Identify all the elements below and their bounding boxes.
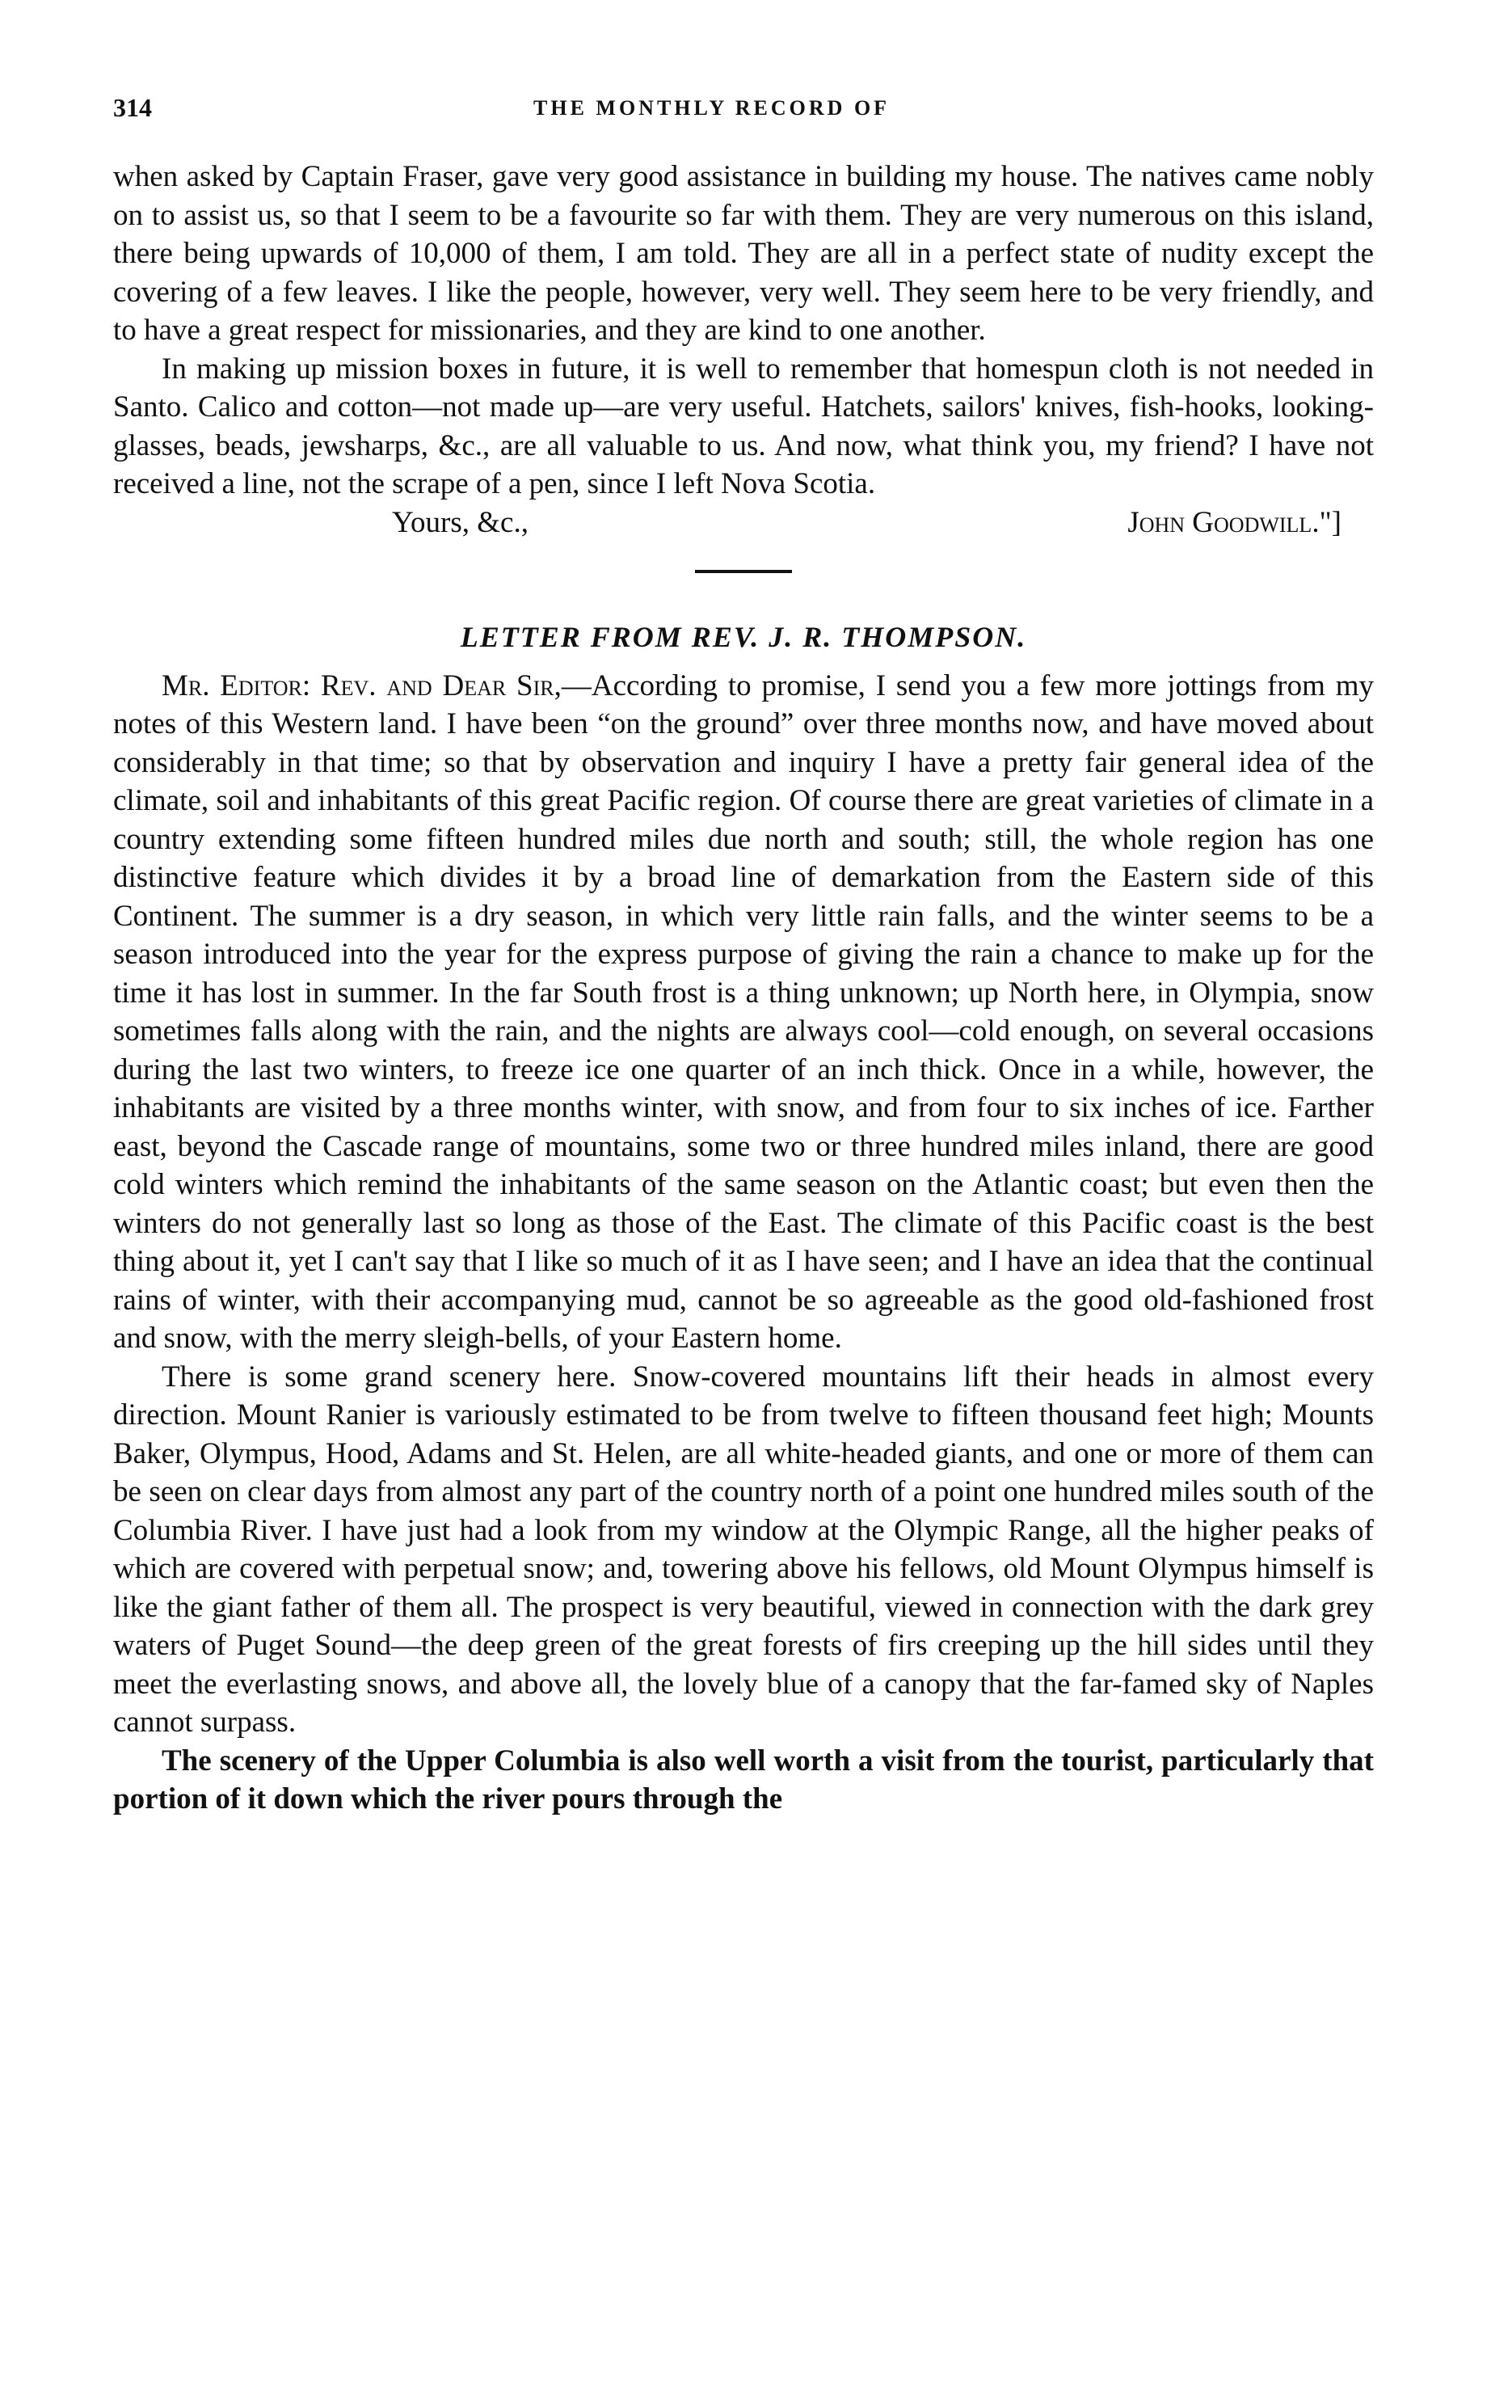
paragraph: There is some grand scenery here. Snow-covered mountains lift their heads in almost every direction. Mount Ranier is variously estimated to be from twelve to fifteen thousand feet high; Mounts Baker, Olympus, Hood, Adams and St. Helen, are all white-headed giants, and one or more of them can be seen on clear days from almost any part of the country north of a point one hundred miles south of the Columbia River. I have just had a look from my window at the Olympic Range, all the higher peaks of which are covered with perpetual snow; and, towering above his fellows, old Mount Olympus himself is like the giant father of them all. The prospect is very beautiful, viewed in connection with the dark grey waters of Puget Sound—the deep green of the great forests of firs creeping up the hill sides until they meet the everlasting snows, and above all, the lovely blue of a canopy that the far-famed sky of Naples cannot surpass. [113,1360,1374,1739]
letter-heading: LETTER FROM REV. J. R. THOMPSON. [460,620,1027,653]
paragraph: when asked by Captain Fraser, gave very good assistance in building my house. The natives came nobly on to assist us, so that I seem to be a favourite so far with them. They are very numerous on this island, there being upwards of 10,000 of them, I am told. They are all in a perfect state of nudity except the covering of a few leaves. I like the people, however, very well. They seem here to be very friendly, and to have a great respect for missionaries, and they are kind to one another. [113,160,1374,347]
paragraph: In making up mission boxes in future, it is well to remember that homespun cloth is not needed in Santo. Calico and cotton—not made up—are very useful. Hatchets, sailors' knives, fish-hooks, looking-glasses, beads, jewsharps, &c., are all valuable to us. And now, what think you, my friend? I have not received a line, not the scrape of a pen, since I left Nova Scotia. [113,352,1374,500]
letter-thompson [113,667,1374,1819]
paragraph: The scenery of the Upper Columbia is also well worth a visit from the tourist, particularly that portion of it down which the river pours through the [113,1744,1374,1815]
document-page [113,93,1374,1819]
salutation: Mr. Editor: Rev. and Dear Sir, [162,668,562,702]
letter-closing: Yours, &c., [392,505,529,539]
section-divider [695,570,792,573]
running-title: THE MONTHLY RECORD OF [533,96,891,120]
bold-text-block [113,1742,1374,1819]
running-head [113,93,1374,141]
paragraph [113,667,1374,1358]
letter-signature: John Goodwill."] [1127,505,1341,539]
signature-block [113,504,1374,542]
letter-goodwill [113,158,1374,542]
paragraph-text: —According to promise, I send you a few more jottings from my notes of this Western land. I have been “on the ground” over three months now, and have moved about considerably in that time; so that by observation and inquiry I have a pretty fair general idea of the climate, soil and inhabitants of this great Pacific region. Of course there are great varieties of climate in a country extending some fifteen hundred miles due north and south; still, the whole region has one distinctive feature which divides it by a broad line of demarkation from the Eastern side of this Continent. The summer is a dry season, in which very little rain falls, and the winter seems to be a season introduced into the year for the express purpose of giving the rain a chance to make up for the time it has lost in summer. In the far South frost is a thing unknown; up North here, in Olympia, snow sometimes falls along with the rain, and the nights are always cool—cold enough, on several occasions during the last two winters, to freeze ice one quarter of an inch thick. Once in a while, however, the inhabitants are visited by a three months winter, with snow, and from four to six inches of ice. Farther east, beyond the Cascade range of mountains, some two or three hundred miles inland, there are good cold winters which remind the inhabitants of the same season on the Atlantic coast; but even then the winters do not generally last so long as those of the East. The climate of this Pacific coast is the best thing about it, yet I can't say that I like so much of it as I have seen; and I have an idea that the continual rains of winter, with their accompanying mud, cannot be so agreeable as the good old-fashioned frost and snow, with the merry sleigh-bells, of your Eastern home. [113,668,1374,1355]
page-number: 314 [113,93,152,122]
